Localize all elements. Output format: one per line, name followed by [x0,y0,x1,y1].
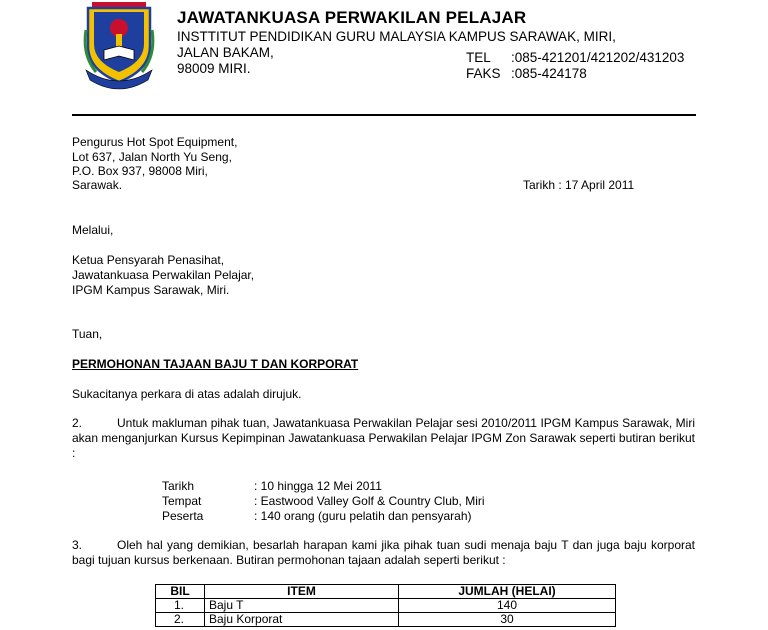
via-label: Melalui, [72,223,114,237]
recipient-line-4: Sarawak. [72,178,123,192]
telephone-line [466,50,684,66]
fax-label: FAKS [466,66,501,81]
recipient-line-1: Pengurus Hot Spot Equipment, [72,135,238,149]
recipient-line-3: P.O. Box 937, 98008 Miri, [72,164,208,178]
cell-item: Baju Korporat [205,613,399,627]
detail-label: Tarikh [162,479,195,493]
telephone-value: :085-421201/421202/431203 [511,50,685,65]
telephone-label: TEL [466,50,491,65]
cell-quantity: 140 [399,599,616,613]
paragraph-2-number: 2. [72,416,83,430]
detail-row [162,494,485,509]
detail-value: : Eastwood Valley Golf & Country Club, Miri [254,494,485,508]
cell-bil: 1. [156,599,205,613]
detail-row [162,509,485,524]
paragraph-3-number: 3. [72,538,83,552]
event-details [162,479,485,524]
letter-subject: PERMOHONAN TAJAAN BAJU T DAN KORPORAT [72,357,359,371]
cell-item: Baju T [205,599,399,613]
address-line-2: JALAN BAKAM, [177,45,274,60]
cell-quantity: 30 [399,613,616,627]
recipient-line-2: Lot 637, Jalan North Yu Seng, [72,150,232,164]
detail-value: : 10 hingga 12 Mei 2011 [254,479,382,493]
salutation: Tuan, [72,327,103,341]
address-line-3: 98009 MIRI. [177,61,251,76]
sponsorship-items-table [155,584,616,627]
table-row [156,613,616,627]
paragraph-2-text: Untuk makluman pihak tuan, Jawatankuasa Perwakilan Pelajar sesi 2010/2011 IPGM Kampus Sarawak, Miri akan menganjurkan Kursus Kepimpinan Jawatankuasa Perwakilan Pelajar IPGM Zon Sarawak seperti butiran berikut : [72,416,695,460]
detail-row [162,479,485,494]
address-line-1: INSTTITUT PENDIDIKAN GURU MALAYSIA KAMPUS SARAWAK, MIRI, [177,29,616,44]
paragraph-3 [72,538,695,568]
fax-line [466,66,587,82]
paragraph-2 [72,416,695,461]
detail-label: Peserta [162,509,204,523]
table-row [156,599,616,613]
column-header-item: ITEM [205,585,399,599]
via-line-1: Ketua Pensyarah Penasihat, [72,253,225,267]
column-header-quantity: JUMLAH (HELAI) [399,585,616,599]
via-line-3: IPGM Kampus Sarawak, Miri. [72,283,230,297]
detail-value: : 140 orang (guru pelatih dan pensyarah) [254,509,472,523]
opening-sentence: Sukacitanya perkara di atas adalah dirujuk. [72,387,302,401]
organisation-name: JAWATANKUASA PERWAKILAN PELAJAR [177,8,527,27]
paragraph-3-text: Oleh hal yang demikian, besarlah harapan kami jika pihak tuan sudi menaja baju T dan juga baju korporat bagi tujuan kursus berkenaan. Butiran permohonan tajaan adalah seperti berikut : [72,538,695,567]
via-line-2: Jawatankuasa Perwakilan Pelajar, [72,268,255,282]
table-header-row [156,585,616,599]
column-header-bil: BIL [156,585,205,599]
letterhead-divider [72,114,696,116]
letter-date: Tarikh : 17 April 2011 [523,178,635,192]
cell-bil: 2. [156,613,205,627]
institute-crest-logo [82,0,156,92]
fax-value: :085-424178 [511,66,587,81]
detail-label: Tempat [162,494,202,508]
